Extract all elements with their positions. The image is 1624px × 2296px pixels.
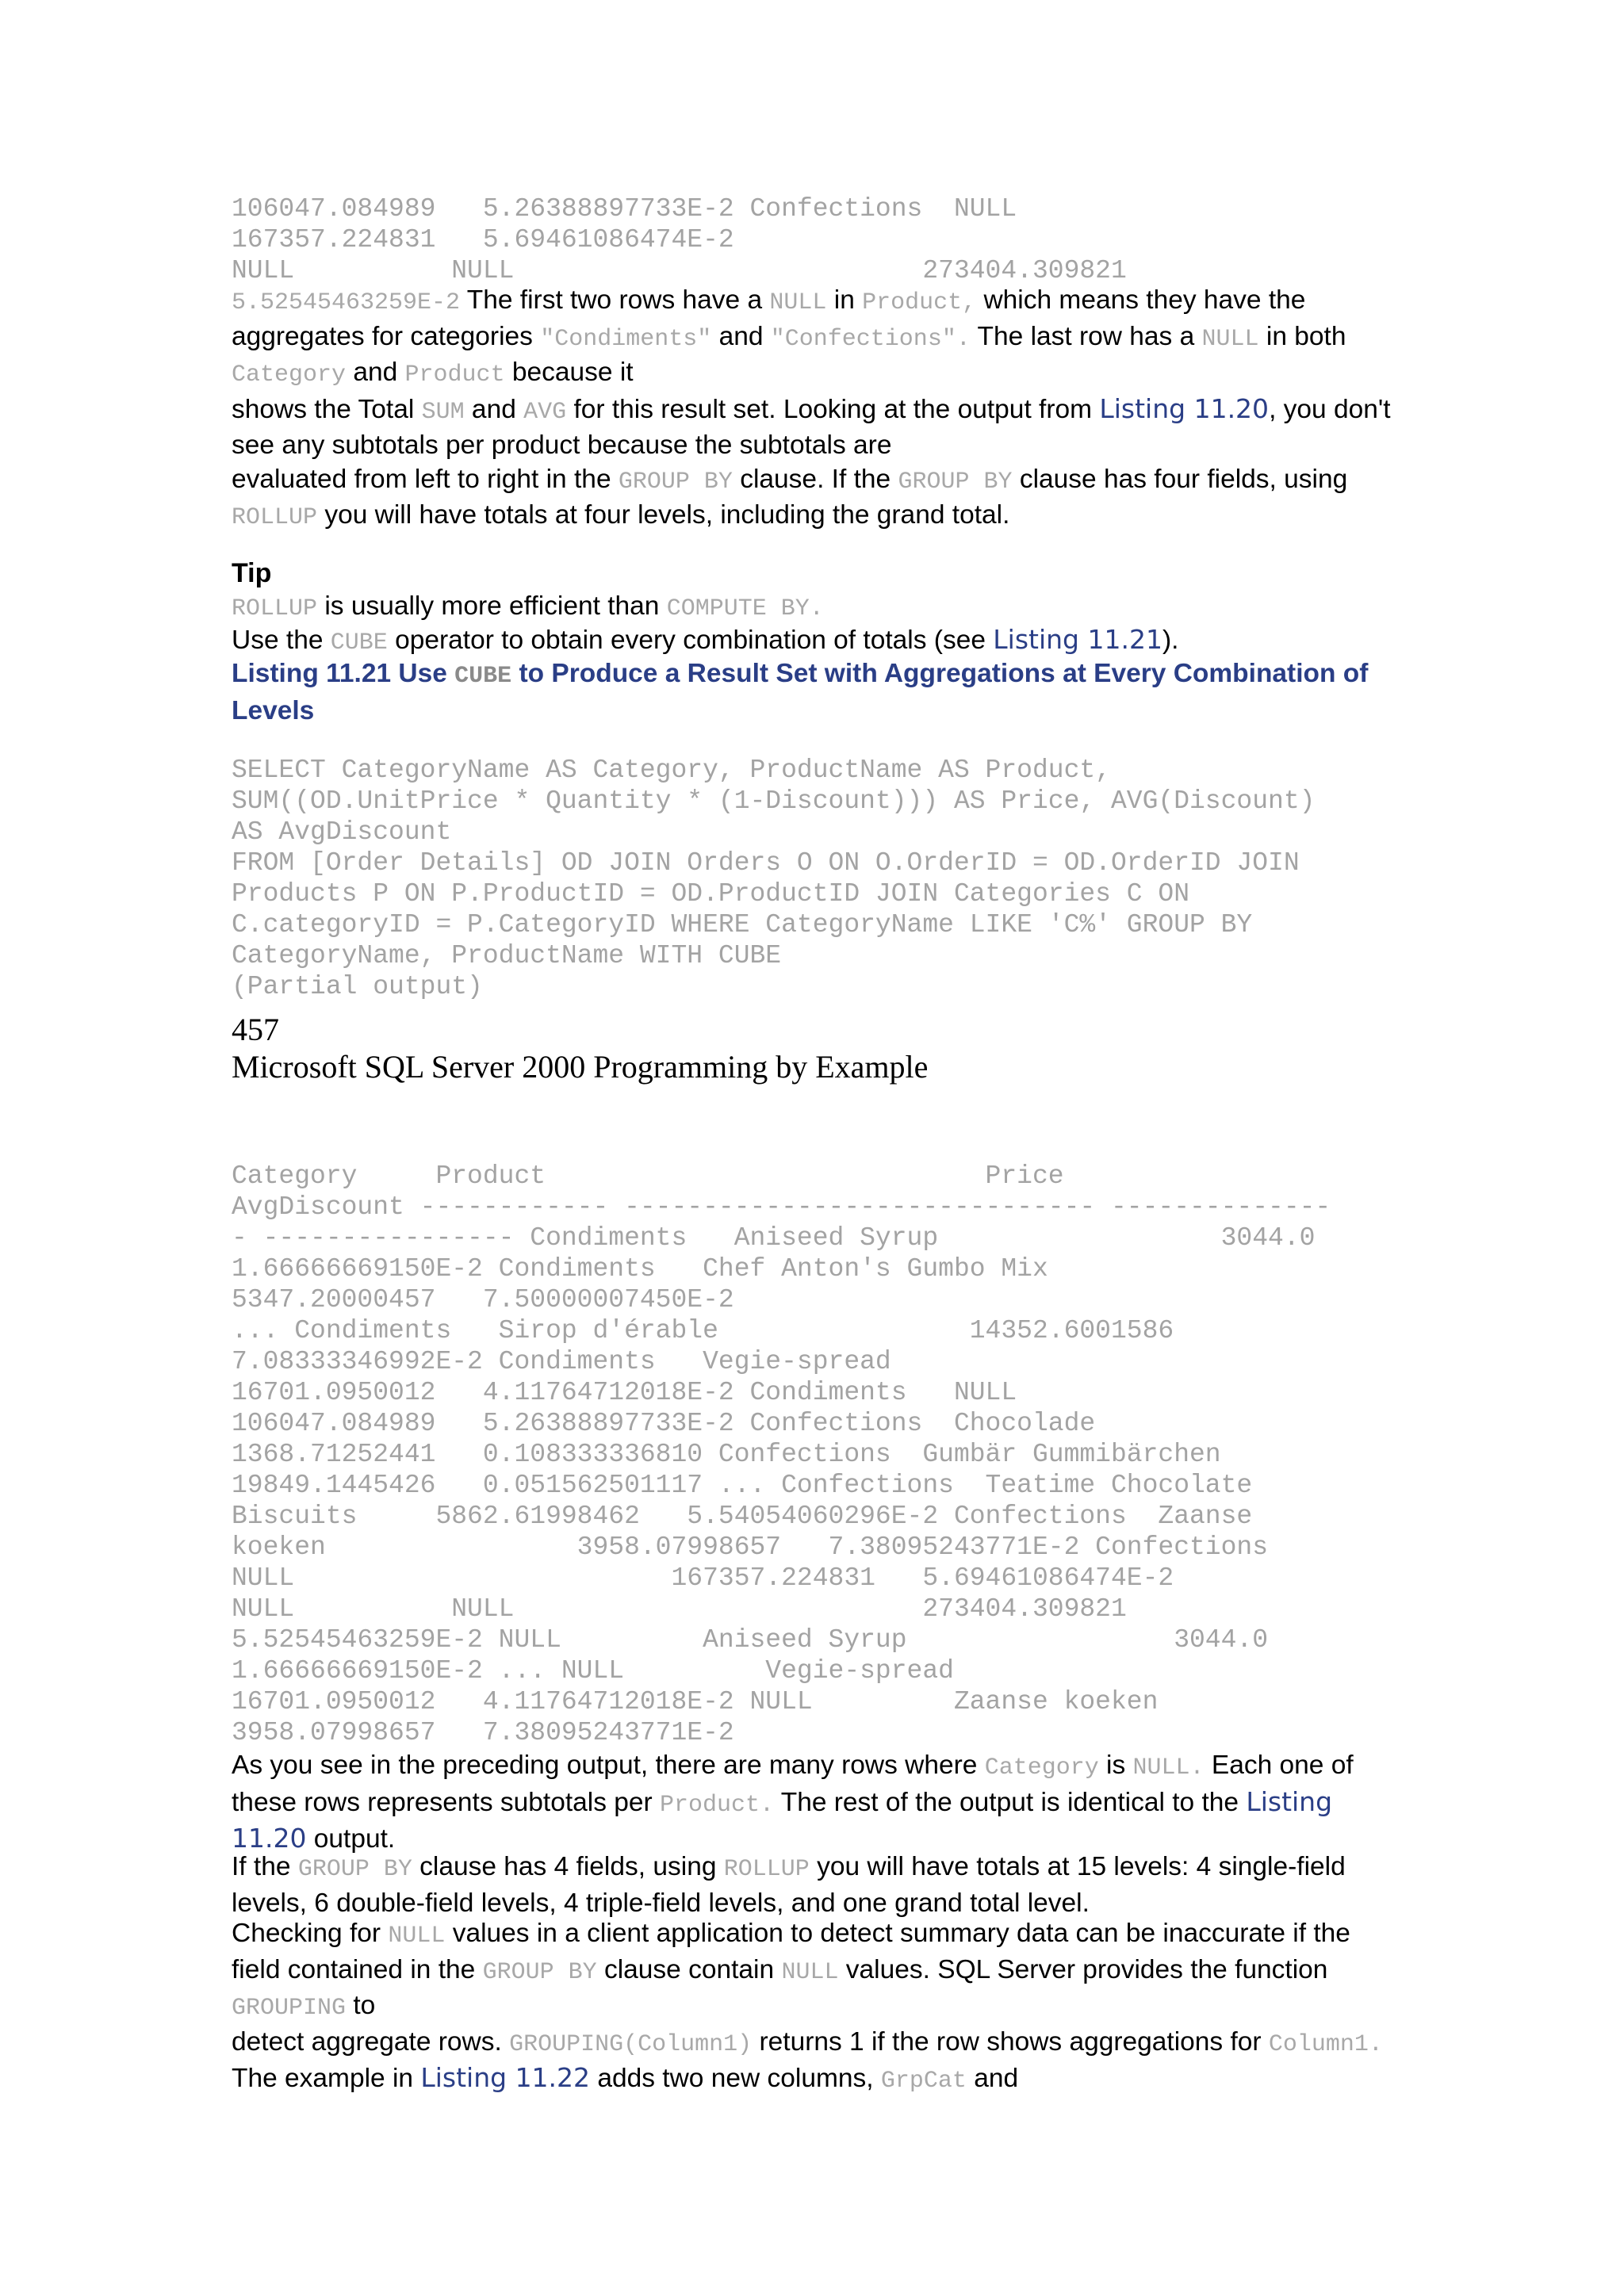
text: clause contain xyxy=(596,1954,782,1984)
inline-code: ROLLUP xyxy=(723,1856,810,1883)
output-line: 167357.224831 5.69461086474E-2 xyxy=(232,225,734,254)
heading-code: CUBE xyxy=(454,663,512,690)
text: values. SQL Server provides the function xyxy=(838,1954,1328,1984)
sql-line: C.categoryID = P.CategoryID WHERE CategoryName LIKE 'C%' GROUP BY xyxy=(232,910,1253,939)
output-line: 1.66666669150E-2 Condiments Chef Anton's Gumbo Mix xyxy=(232,1254,1048,1284)
text: in both xyxy=(1258,321,1346,351)
output-line: 16701.0950012 4.11764712018E-2 NULL Zaanse koeken xyxy=(232,1687,1159,1716)
output-line: NULL NULL 273404.309821 xyxy=(232,256,1127,285)
text: and xyxy=(711,321,771,351)
output-line: 1.66666669150E-2 ... NULL Vegie-spread xyxy=(232,1656,954,1686)
sql-line: (Partial output) xyxy=(232,972,483,1001)
text: clause. If the xyxy=(732,464,898,494)
text: ). xyxy=(1162,626,1179,655)
inline-code: GROUP BY xyxy=(482,1958,597,1986)
output-line: 106047.084989 5.26388897733E-2 Confections NULL xyxy=(232,194,1017,224)
text: you will have totals at four levels, including the grand total. xyxy=(317,500,1010,530)
text: The example in xyxy=(232,2064,421,2093)
tip-text xyxy=(232,590,1397,626)
output-line: 5.52545463259E-2 NULL Aniseed Syrup 3044.0 xyxy=(232,1625,1269,1655)
sql-listing xyxy=(232,755,1315,1002)
text: The last row has a xyxy=(970,321,1202,351)
output-line: 106047.084989 5.26388897733E-2 Confections Chocolade xyxy=(232,1409,1096,1438)
inline-code: GROUPING(Column1) xyxy=(509,2030,753,2058)
inline-code: GrpCat xyxy=(880,2068,967,2095)
inline-code: NULL xyxy=(769,289,827,316)
text: in xyxy=(826,285,863,315)
inline-code: CUBE xyxy=(330,629,388,656)
text: Checking for xyxy=(232,1919,389,1948)
output-line: NULL 167357.224831 5.69461086474E-2 xyxy=(232,1563,1174,1593)
inline-code: "Confections". xyxy=(770,325,971,353)
inline-code: ROLLUP xyxy=(232,595,318,622)
text: As you see in the preceding output, there are many rows where xyxy=(232,1751,985,1780)
text: is xyxy=(1098,1751,1133,1780)
text: and xyxy=(464,394,524,424)
output-line: 5347.20000457 7.50000007450E-2 xyxy=(232,1285,734,1314)
paragraph-null-category xyxy=(232,1749,1397,1857)
inline-code: GROUP BY xyxy=(618,468,733,496)
inline-code: GROUPING xyxy=(232,1995,347,2022)
text: and xyxy=(346,358,405,387)
text: clause has four fields, using xyxy=(1012,464,1348,494)
sql-line: SUM((OD.UnitPrice * Quantity * (1-Discount))) AS Price, AVG(Discount) xyxy=(232,786,1316,816)
paragraph-cube xyxy=(232,623,1397,660)
listing-heading xyxy=(232,656,1397,728)
inline-code: Category xyxy=(984,1755,1099,1781)
output-line: 1368.71252441 0.108333336810 Confections Gumbär Gummibärchen xyxy=(232,1440,1221,1469)
text: , you don't see any subtotals per product because the subtotals are xyxy=(232,394,1391,460)
output-line: 16701.0950012 4.11764712018E-2 Condiments NULL xyxy=(232,1378,1017,1407)
text: and xyxy=(966,2064,1019,2093)
text: shows the Total xyxy=(232,394,422,424)
inline-code: Category xyxy=(232,362,347,388)
tip-heading: Tip xyxy=(232,558,272,588)
inline-code: SUM xyxy=(421,398,465,426)
sql-line: AS AvgDiscount xyxy=(232,817,452,847)
text: Each one of these rows represents subtotals per xyxy=(232,1751,1354,1817)
text: returns 1 if the row shows aggregations for xyxy=(752,2026,1269,2057)
text: clause has 4 fields, using xyxy=(412,1852,724,1881)
listing-11-20-link[interactable]: Listing 11.20 xyxy=(1099,392,1270,424)
text: adds two new columns, xyxy=(590,2064,881,2093)
output-line: NULL NULL 273404.309821 xyxy=(232,1594,1127,1624)
sql-line: Products P ON P.ProductID = OD.ProductID JOIN Categories C ON xyxy=(232,879,1189,909)
sql-line: SELECT CategoryName AS Category, ProductName AS Product, xyxy=(232,756,1111,785)
inline-code: 5.52545463259E-2 xyxy=(232,289,461,316)
text: to xyxy=(346,1991,376,2020)
text: output. xyxy=(306,1824,396,1854)
output-line: koeken 3958.07998657 7.38095243771E-2 Confections xyxy=(232,1533,1269,1562)
output-line: Biscuits 5862.61998462 5.54054060296E-2 Confections Zaanse xyxy=(232,1502,1253,1531)
inline-code: COMPUTE BY. xyxy=(666,595,824,622)
output-line: Category Product Price xyxy=(232,1161,1064,1191)
text: If the xyxy=(232,1852,298,1881)
output-line: 7.08333346992E-2 Condiments Vegie-spread xyxy=(232,1347,891,1376)
inline-code: NULL. xyxy=(1132,1755,1205,1781)
output-line: 3958.07998657 7.38095243771E-2 xyxy=(232,1718,734,1747)
text: operator to obtain every combination of totals (see xyxy=(387,626,994,655)
inline-code: NULL xyxy=(388,1923,446,1950)
text: because it xyxy=(504,358,634,387)
output-line: ... Condiments Sirop d'érable 14352.6001586 xyxy=(232,1316,1174,1345)
text: values in a client application to detect summary data can be inaccurate if the field contained in the xyxy=(232,1919,1350,1984)
inline-code: "Condiments" xyxy=(540,325,712,353)
inline-code: AVG xyxy=(523,398,567,426)
inline-code: Product, xyxy=(862,289,977,316)
inline-code: Column1. xyxy=(1268,2030,1383,2058)
output-line: AvgDiscount ------------ ------------------------------ -------------- xyxy=(232,1192,1331,1222)
text: for this result set. Looking at the output from xyxy=(566,394,1100,424)
paragraph-rollup-explanation xyxy=(232,284,1397,535)
text: The rest of the output is identical to the xyxy=(774,1787,1247,1817)
book-title: Microsoft SQL Server 2000 Programming by Example xyxy=(232,1049,929,1085)
listing-11-22-link[interactable]: Listing 11.22 xyxy=(420,2062,591,2093)
heading-text: to Produce a Result Set with Aggregations at Every Combination of Levels xyxy=(232,659,1369,725)
output-line: - ---------------- Condiments Aniseed Syrup 3044.0 xyxy=(232,1223,1316,1253)
sql-line: CategoryName, ProductName WITH CUBE xyxy=(232,941,782,970)
text: The first two rows have a xyxy=(460,285,770,315)
output-line: 19849.1445426 0.051562501117 ... Confections Teatime Chocolate xyxy=(232,1471,1253,1500)
inline-code: NULL xyxy=(781,1958,839,1986)
text: which means they have the aggregates for categories xyxy=(232,285,1306,351)
text: evaluated from left to right in the xyxy=(232,464,619,494)
text: detect aggregate rows. xyxy=(232,2026,510,2057)
code-output-cube xyxy=(232,1161,1331,1748)
page-number: 457 xyxy=(232,1012,279,1047)
inline-code: NULL xyxy=(1201,325,1259,353)
paragraph-rollup-levels xyxy=(232,1850,1397,1920)
text: Use the xyxy=(232,626,331,655)
inline-code: GROUP BY xyxy=(297,1856,412,1883)
sql-line: FROM [Order Details] OD JOIN Orders O ON O.OrderID = OD.OrderID JOIN xyxy=(232,848,1300,878)
listing-11-20-link[interactable]: Listing 11.20 xyxy=(232,1785,1333,1854)
heading-text: Listing 11.21 Use xyxy=(232,659,455,688)
inline-code: Product xyxy=(404,362,505,388)
inline-code: GROUP BY xyxy=(898,468,1013,496)
inline-code: ROLLUP xyxy=(232,504,318,531)
listing-11-21-link[interactable]: Listing 11.21 xyxy=(993,624,1162,655)
text: you will have totals at 15 levels: 4 single-field levels, 6 double-field levels, 4 triple-field levels, and one grand total level. xyxy=(232,1852,1346,1918)
text: is usually more efficient than xyxy=(317,591,667,621)
inline-code: Product. xyxy=(660,1791,775,1819)
paragraph-grouping xyxy=(232,1917,1397,2099)
code-output-top xyxy=(232,193,1127,286)
